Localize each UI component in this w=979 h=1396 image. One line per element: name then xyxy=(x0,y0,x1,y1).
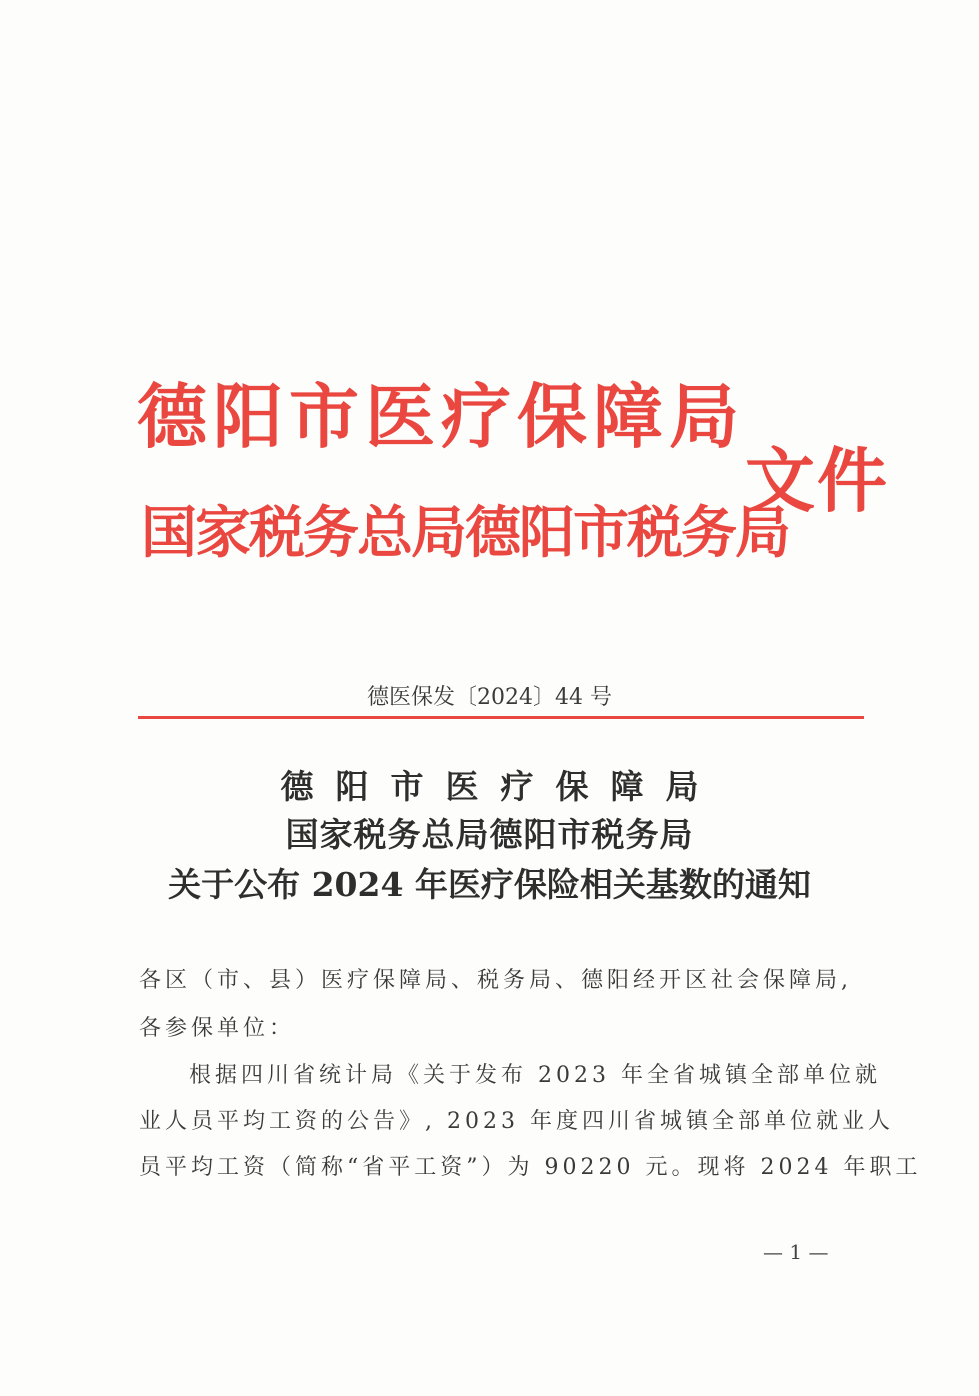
body-line-1: 各区（市、县）医疗保障局、税务局、德阳经开区社会保障局, xyxy=(139,968,852,993)
body-line-4: 业人员平均工资的公告》, 2023 年度四川省城镇全部单位就业人 xyxy=(139,1109,894,1134)
issuer-line-1: 德阳市医疗保障局 xyxy=(137,375,745,458)
title-line-1: 德阳市医疗保障局 xyxy=(280,767,721,806)
title-line-3: 关于公布 2024 年医疗保险相关基数的通知 xyxy=(168,865,811,904)
body-line-5: 员平均工资（简称“省平工资”）为 90220 元。现将 2024 年职工 xyxy=(139,1155,922,1180)
document-suffix: 文件 xyxy=(745,439,889,522)
title-line-2: 国家税务总局德阳市税务局 xyxy=(285,815,694,854)
red-divider xyxy=(138,716,864,719)
body-line-3: 根据四川省统计局《关于发布 2023 年全省城镇全部单位就 xyxy=(189,1063,881,1088)
body-line-2: 各参保单位： xyxy=(139,1016,296,1041)
page-number: — 1 — xyxy=(763,1240,829,1264)
issuer-line-2: 国家税务总局德阳市税务局 xyxy=(141,500,789,566)
document-number: 德医保发〔2024〕44 号 xyxy=(367,685,612,710)
